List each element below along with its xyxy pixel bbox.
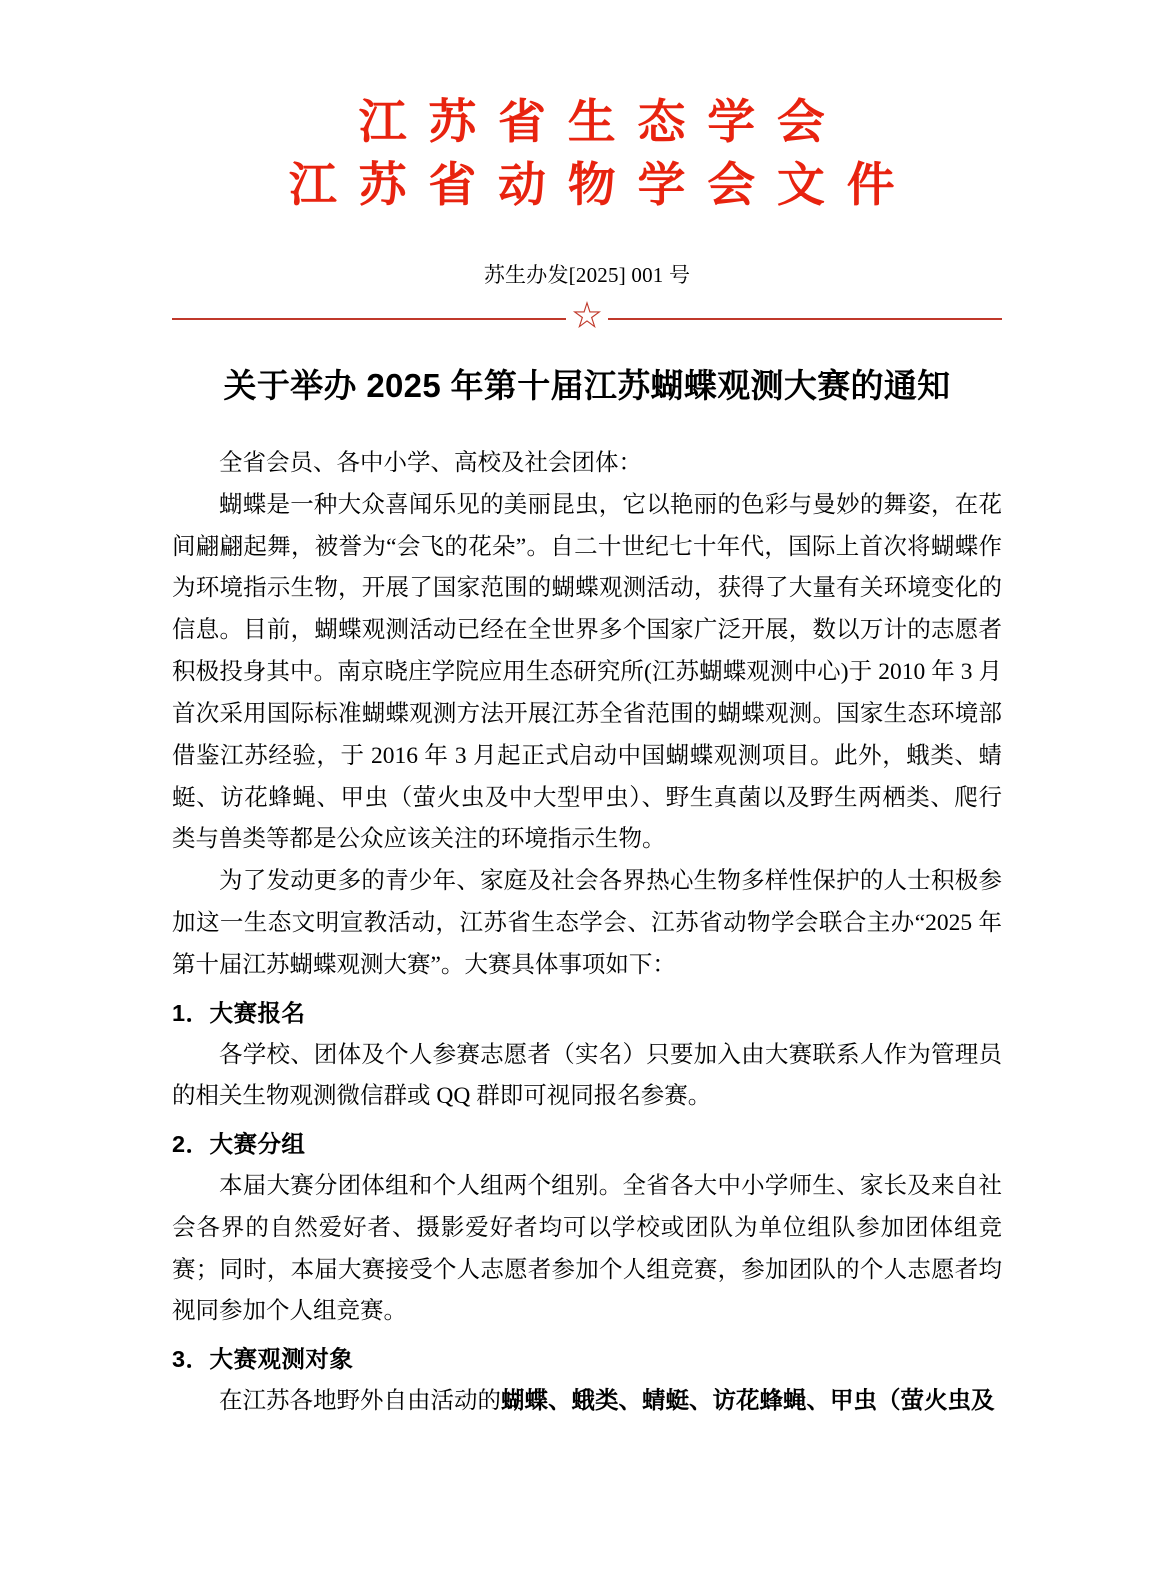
- page-title: 关于举办 2025 年第十届江苏蝴蝶观测大赛的通知: [223, 366, 951, 404]
- section-heading-2: 2．大赛分组: [172, 1131, 306, 1158]
- paragraph-intro-2: 为了发动更多的青少年、家庭及社会各界热心生物多样性保护的人士积极参加这一生态文明宣教活动，江苏省生态学会、江苏省动物学会联合主办“2025 年第十届江苏蝴蝶观测大赛”。大赛具体事项如下：: [172, 868, 1002, 978]
- letterhead-line-2: 江 苏 省 动 物 学 会 文 件: [288, 160, 900, 213]
- letterhead-line-1: 江 苏 省 生 态 学 会: [358, 97, 830, 149]
- section-paragraph-3: [172, 1381, 1002, 1423]
- section-heading-3: 3．大赛观测对象: [172, 1346, 354, 1373]
- red-separator: [172, 299, 1002, 333]
- section-3-text-prefix: 在江苏各地野外自由活动的: [219, 1388, 501, 1415]
- paragraph-intro-1: 蝴蝶是一种大众喜闻乐见的美丽昆虫，它以艳丽的色彩与曼妙的舞姿，在花间翩翩起舞，被誉为“会飞的花朵”。自二十世纪七十年代，国际上首次将蝴蝶作为环境指示生物，开展了国家范围的蝴蝶观测活动，获得了大量有关环境变化的信息。目前，蝴蝶观测活动已经在全世界多个国家广泛开展，数以万计的志愿者积极投身其中。南京晓庄学院应用生态研究所(江苏蝴蝶观测中心)于 2010 年 3 月首次采用国际标准蝴蝶观测方法开展江苏全省范围的蝴蝶观测。国家生态环境部借鉴江苏经验，于 2016 年 3 月起正式启动中国蝴蝶观测项目。此外，蛾类、蜻蜓、访花蜂蝇、甲虫（萤火虫及中大型甲虫）、野生真菌以及野生两栖类、爬行类与兽类等都是公众应该关注的环境指示生物。: [172, 491, 1002, 853]
- separator-rule-right: [608, 318, 1002, 320]
- salutation: 全省会员、各中小学、高校及社会团体：: [219, 449, 642, 476]
- section-3-text-emphasis: 蝴蝶、蛾类、蜻蜓、访花蜂蝇、甲虫（萤火虫及: [501, 1388, 995, 1415]
- document-body: [172, 443, 1002, 1423]
- separator-rule-left: [172, 318, 566, 320]
- star-icon: ☆: [572, 299, 602, 333]
- section-heading-1: 1．大赛报名: [172, 999, 306, 1026]
- section-paragraph-2: 本届大赛分团体组和个人组两个组别。全省各大中小学师生、家长及来自社会各界的自然爱好者、摄影爱好者均可以学校或团队为单位组队参加团体组竞赛；同时，本届大赛接受个人志愿者参加个人组竞赛，参加团队的个人志愿者均视同参加个人组竞赛。: [172, 1172, 1002, 1325]
- letterhead: [172, 96, 1002, 215]
- section-paragraph-1: 各学校、团体及个人参赛志愿者（实名）只要加入由大赛联系人作为管理员的相关生物观测微信群或 QQ 群即可视同报名参赛。: [172, 1041, 1002, 1110]
- document-number: 苏生办发[2025] 001 号: [483, 262, 691, 287]
